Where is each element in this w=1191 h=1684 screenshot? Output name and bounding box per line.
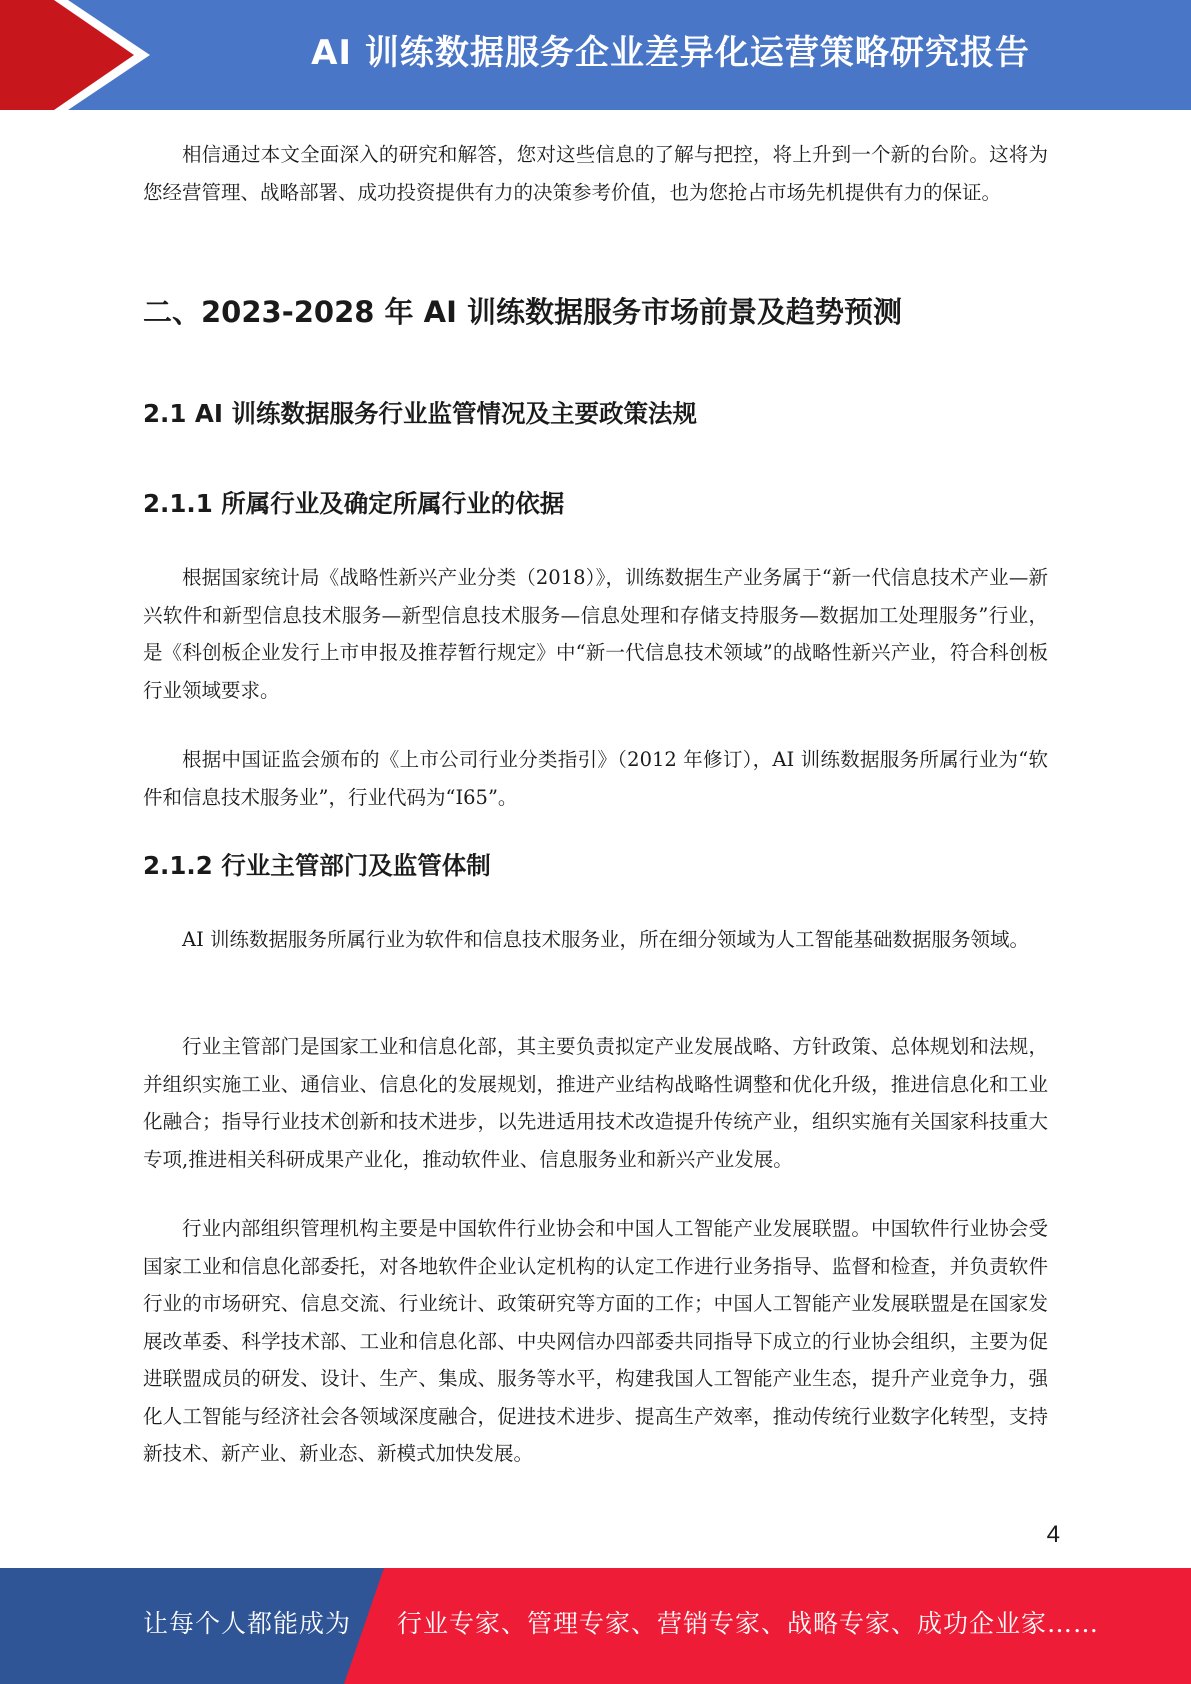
section-2 bbox=[143, 292, 1048, 332]
section-2-1-1-heading: 2.1.1 所属行业及确定所属行业的依据 bbox=[143, 489, 565, 518]
paragraph-csrc-classification: 根据中国证监会颁布的《上市公司行业分类指引》（2012 年修订），AI 训练数据服务所属行业为“软件和信息技术服务业”，行业代码为“I65”。 bbox=[143, 748, 1048, 809]
footer-slogan-left: 让每个人都能成为 bbox=[143, 1609, 352, 1638]
section-2-1-heading: 2.1 AI 训练数据服务行业监管情况及主要政策法规 bbox=[143, 399, 698, 428]
section-2-1 bbox=[143, 396, 1048, 432]
intro-section bbox=[143, 136, 1048, 211]
section-2-1-1-body bbox=[143, 559, 1048, 709]
footer-slogan-right: 行业专家、管理专家、营销专家、战略专家、成功企业家…… bbox=[397, 1609, 1100, 1638]
section-2-1-2 bbox=[143, 848, 1048, 884]
section-2-1-2-body-3 bbox=[143, 1210, 1048, 1473]
intro-paragraph: 相信通过本文全面深入的研究和解答，您对这些信息的了解与把控，将上升到一个新的台阶。这将为您经营管理、战略部署、成功投资提供有力的决策参考价值，也为您抢占市场先机提供有力的保证。 bbox=[143, 143, 1048, 204]
paragraph-industry-organizations: 行业内部组织管理机构主要是中国软件行业协会和中国人工智能产业发展联盟。中国软件行业协会受国家工业和信息化部委托，对各地软件企业认定机构的认定工作进行业务指导、监督和检查，并负责软件行业的市场研究、信息交流、行业统计、政策研究等方面的工作；中国人工智能产业发展联盟是在国家发展改革委、科学技术部、工业和信息化部、中央网信办四部委共同指导下成立的行业协会组织，主要为促进联盟成员的研发、设计、生产、集成、服务等水平，构建我国人工智能产业生态，提升产业竞争力，强化人工智能与经济社会各领域深度融合，促进技术进步、提高生产效率，推动传统行业数字化转型，支持新技术、新产业、新业态、新模式加快发展。 bbox=[143, 1217, 1048, 1465]
section-2-1-2-body-2 bbox=[143, 1028, 1048, 1178]
section-2-heading: 二、2023-2028 年 AI 训练数据服务市场前景及趋势预测 bbox=[143, 295, 902, 329]
section-2-1-2-heading: 2.1.2 行业主管部门及监管体制 bbox=[143, 851, 491, 880]
section-2-1-1-body-2 bbox=[143, 741, 1048, 816]
paragraph-competent-department: 行业主管部门是国家工业和信息化部，其主要负责拟定产业发展战略、方针政策、总体规划和法规，并组织实施工业、通信业、信息化的发展规划，推进产业结构战略性调整和优化升级，推进信息化和工业化融合；指导行业技术创新和技术进步，以先进适用技术改造提升传统产业，组织实施有关国家科技重大专项,推进相关科研成果产业化，推动软件业、信息服务业和新兴产业发展。 bbox=[143, 1035, 1048, 1171]
paragraph-industry-classification: 根据国家统计局《战略性新兴产业分类（2018）》，训练数据生产业务属于“新一代信息技术产业—新兴软件和新型信息技术服务—新型信息技术服务—信息处理和存储支持服务—数据加工处理服务”行业，是《科创板企业发行上市申报及推荐暂行规定》中“新一代信息技术领域”的战略性新兴产业，符合科创板行业领域要求。 bbox=[143, 566, 1048, 702]
report-title: AI 训练数据服务企业差异化运营策略研究报告 bbox=[311, 33, 1030, 73]
header-banner bbox=[0, 0, 1191, 110]
page-number: 4 bbox=[1046, 1521, 1060, 1548]
header-chevron-shape bbox=[0, 0, 160, 110]
section-2-1-1 bbox=[143, 486, 1048, 522]
paragraph-subfield: AI 训练数据服务所属行业为软件和信息技术服务业，所在细分领域为人工智能基础数据服务领域。 bbox=[182, 928, 1029, 951]
section-2-1-2-body-1 bbox=[143, 921, 1048, 959]
footer-banner bbox=[0, 1568, 1191, 1684]
